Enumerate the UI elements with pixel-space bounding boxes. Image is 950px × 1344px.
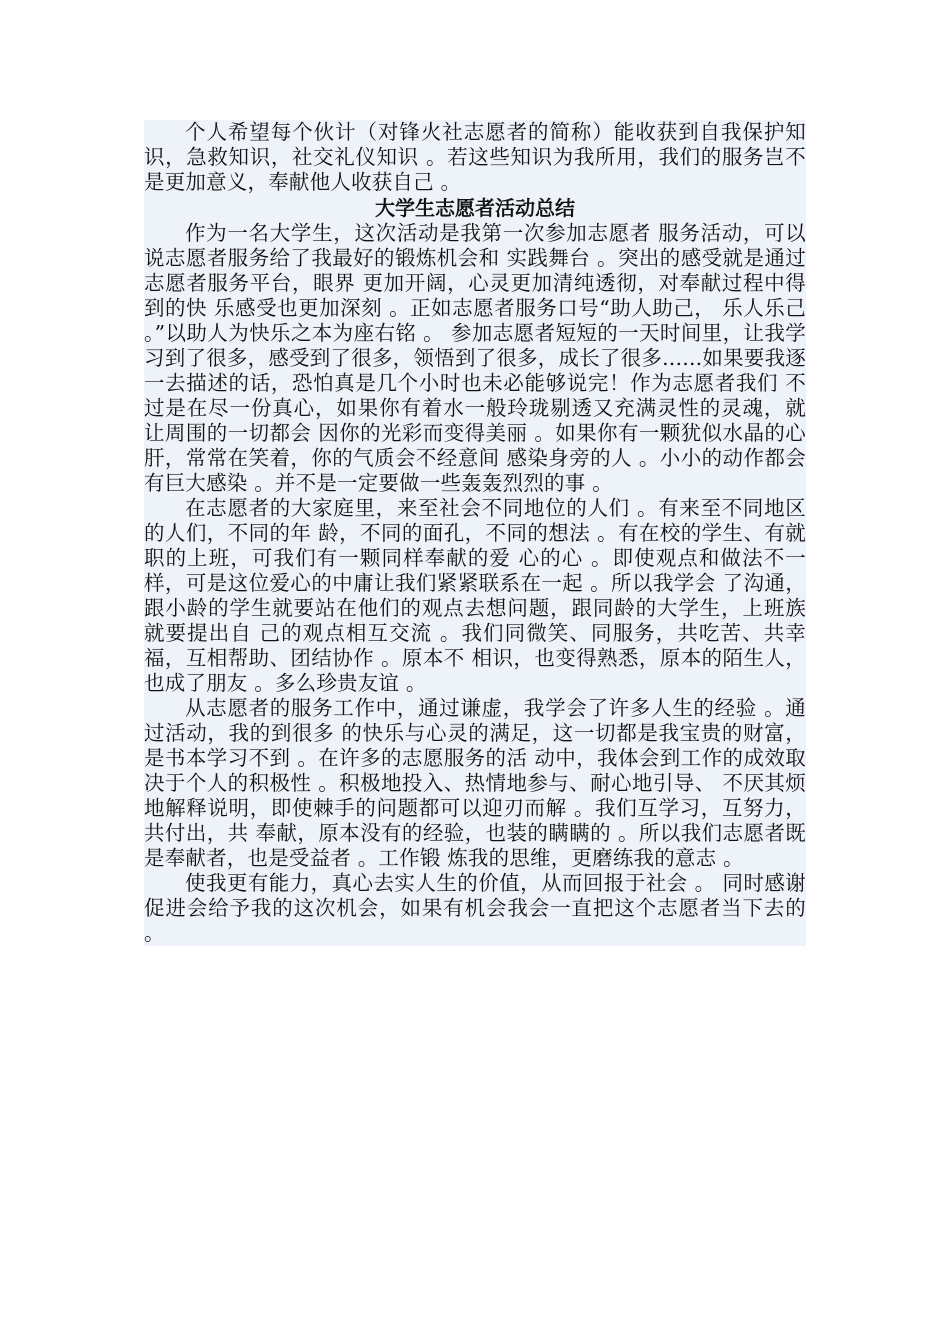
body-paragraph-4: 使我更有能力，真心去实人生的价值，从而回报于社会 。 同时感谢促进会给予我的这次机会，如果有机会我会一直把这个志愿者当下去的 。 <box>144 871 806 945</box>
document-body <box>144 120 806 946</box>
body-paragraph-3: 从志愿者的服务工作中，通过谦虚，我学会了许多人生的经验 。通过活动，我的到很多 的快乐与心灵的满足，这一切都是我宝贵的财富，是书本学习不到 。在许多的志愿服务的活 动中，我体会到工作的成效取决于个人的积极性 。积极地投入、热情地参与、耐心地引导、 不厌其烦地解释说明，即使棘手的问题都可以迎刃而解 。我们互学习，互努力，共付出，共 奉献，原本没有的经验，也装的瞒瞒的 。所以我们志愿者既是奉献者，也是受益者 。工作锻 炼我的思维，更磨练我的意志 。 <box>144 696 806 870</box>
document-title: 大学生志愿者活动总结 <box>375 196 575 220</box>
body-paragraph-1: 作为一名大学生，这次活动是我第一次参加志愿者 服务活动，可以说志愿者服务给了我最好的锻炼机会和 实践舞台 。突出的感受就是通过志愿者服务平台，眼界 更加开阔，心灵更加清纯透彻，对奉献过程中得到的快 乐感受也更加深刻 。正如志愿者服务口号“助人助己， 乐人乐己 。”以助人为快乐之本为座右铭 。 参加志愿者短短的一天时间里，让我学习到了很多，感受到了很多，领悟到了很多，成长了很多......如果要我逐一去描述的话，恐怕真是几个小时也未必能够说完！作为志愿者我们 不过是在尽一份真心，如果你有着水一般玲珑剔透又充满灵性的灵魂，就让周围的一切都会 因你的光彩而变得美丽 。如果你有一颗犹似水晶的心肝，常常在笑着，你的气质会不经意间 感染身旁的人 。小小的动作都会有巨大感染 。并不是一定要做一些轰轰烈烈的事 。 <box>144 221 806 495</box>
body-paragraph-2: 在志愿者的大家庭里，来至社会不同地位的人们 。有来至不同地区的人们，不同的年 龄，不同的面孔，不同的想法 。有在校的学生、有就职的上班，可我们有一颗同样奉献的爱 心的心 。即使观点和做法不一样，可是这位爱心的中庸让我们紧紧联系在一起 。所以我学会 了沟通，跟小龄的学生就要站在他们的观点去想问题，跟同龄的大学生，上班族就要提出自 己的观点相互交流 。我们同微笑、同服务，共吃苦、共幸福，互相帮助、团结协作 。原本不 相识，也变得熟悉，原本的陌生人，也成了朋友 。多么珍贵友谊 。 <box>144 496 806 695</box>
intro-paragraph: 个人希望每个伙计（对锋火社志愿者的简称）能收获到自我保护知识，急救知识，社交礼仪知识 。若这些知识为我所用，我们的服务岂不是更加意义，奉献他人收获自己 。 <box>144 120 806 194</box>
